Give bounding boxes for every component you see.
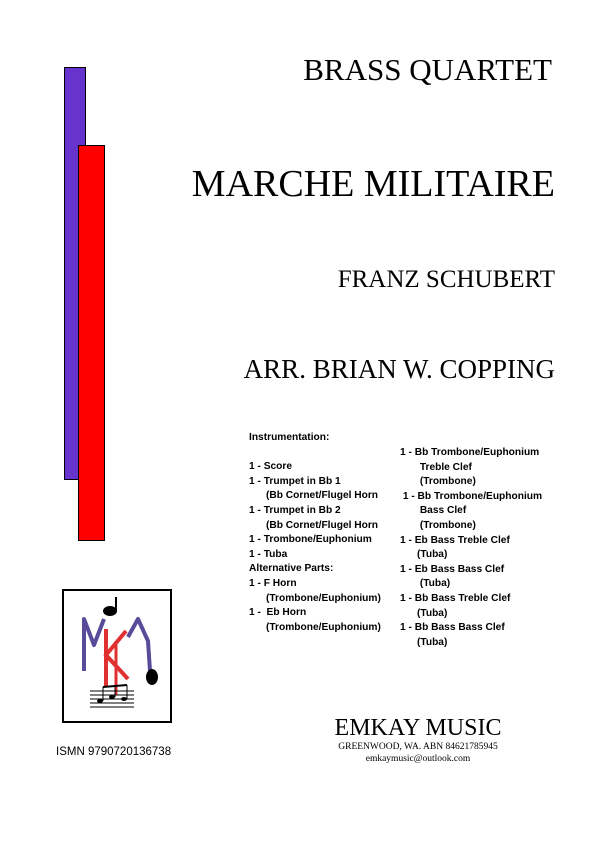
instrumentation-line: (Trombone) (400, 519, 476, 531)
instrumentation-line (249, 446, 381, 461)
instrumentation-line: (Tuba) (400, 578, 451, 590)
instrumentation-line: 1 - Trumpet in Bb 1 (249, 475, 341, 487)
instrumentation-line: 1 - Bb Trombone/Euphonium (400, 447, 540, 458)
arranger-name: ARR. BRIAN W. COPPING (243, 354, 555, 384)
ismn-number: ISMN 9790720136738 (56, 746, 172, 758)
instrumentation-line: 1 - Trombone/Euphonium (249, 534, 372, 546)
instrumentation-line: 1 - Score (249, 461, 293, 473)
instrumentation-line: (Tuba) (400, 636, 448, 648)
composer-name: FRANZ SCHUBERT (337, 266, 555, 293)
ensemble-title: BRASS QUARTET (303, 52, 552, 87)
publisher-address: GREENWOOD, WA. ABN 84621785945 (338, 742, 498, 752)
instrumentation-line: 1 - Bb Bass Bass Clef (400, 622, 505, 634)
instrumentation-line: (Bb Cornet/Flugel Horn (249, 490, 379, 502)
instrumentation-line: 1 - Eb Bass Treble Clef (400, 534, 510, 546)
piece-title: MARCHE MILITAIRE (191, 163, 555, 205)
publisher-email[interactable]: emkaymusic@outlook.com (365, 754, 471, 764)
instrumentation-line: (Tuba) (400, 607, 448, 619)
instrumentation-line: 1 - Tuba (249, 548, 288, 560)
instrumentation-heading: Instrumentation: (249, 432, 330, 443)
emkay-logo-icon (70, 597, 164, 715)
instrumentation-line: (Trombone/Euphonium) (249, 592, 381, 604)
instrumentation-right-column (400, 446, 542, 650)
instrumentation-line: (Bb Cornet/Flugel Horn (249, 519, 379, 531)
instrumentation-line: 1 - Eb Bass Bass Clef (400, 563, 505, 575)
instrumentation-line: 1 - Bb Bass Treble Clef (400, 592, 511, 604)
instrumentation-line: 1 - F Horn (249, 577, 297, 589)
instrumentation-line: (Trombone) (400, 476, 476, 488)
red-decorative-bar (78, 145, 105, 541)
instrumentation-line: (Tuba) (400, 549, 448, 561)
instrumentation-line: Bass Clef (400, 505, 467, 517)
instrumentation-line: 1 - Eb Horn (249, 607, 307, 619)
publisher-name: EMKAY MUSIC (334, 715, 502, 741)
instrumentation-line: (Trombone/Euphonium) (249, 621, 381, 633)
emkay-logo (62, 589, 172, 723)
instrumentation-line: 1 - Trumpet in Bb 2 (249, 504, 341, 516)
instrumentation-left-column (249, 431, 381, 635)
instrumentation-line: Treble Clef (400, 461, 472, 473)
alternative-parts-heading: Alternative Parts: (249, 563, 334, 575)
instrumentation-line: 1 - Bb Trombone/Euphonium (400, 490, 543, 502)
publisher-block (308, 715, 528, 765)
